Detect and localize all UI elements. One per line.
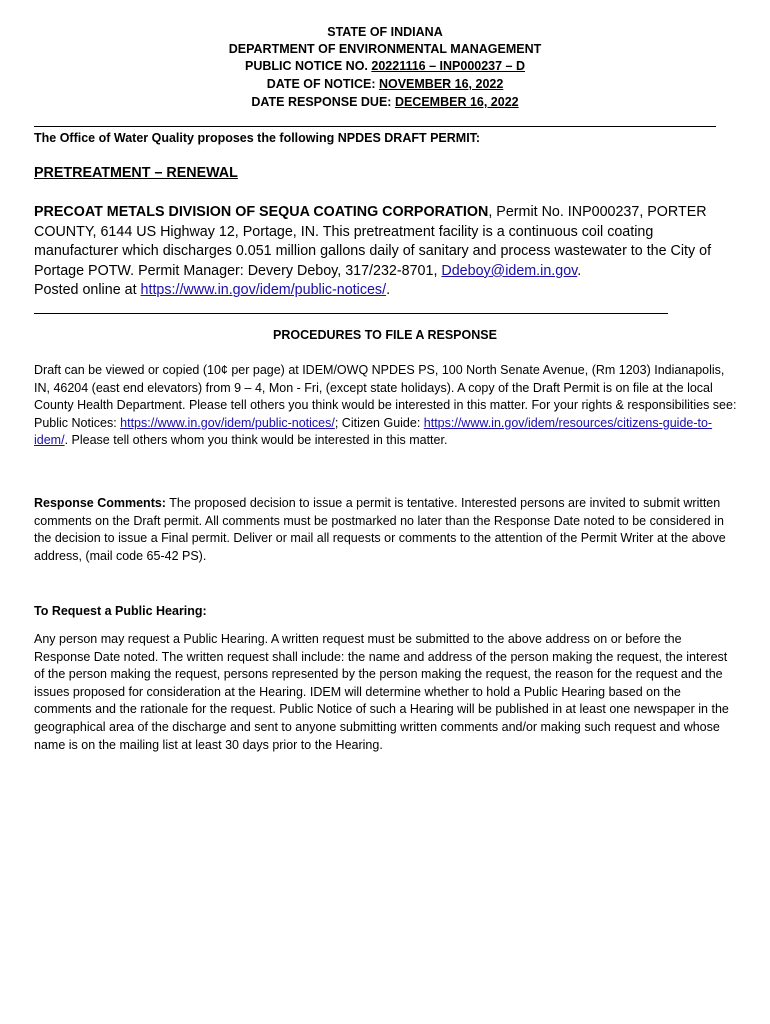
date-due-value: DECEMBER 16, 2022 (394, 95, 519, 109)
permit-paragraph (34, 203, 740, 301)
date-due-label: DATE RESPONSE DUE: (251, 95, 395, 109)
notice-number-label: PUBLIC NOTICE NO. (244, 59, 372, 73)
permit-manager-email-link[interactable]: Ddeboy@idem.in.gov (441, 262, 578, 279)
posted-online-period: . (386, 282, 391, 299)
procedures-text-2: ; Citizen Guide: (334, 415, 424, 430)
header-notice-number (0, 58, 770, 75)
response-comments-text: The proposed decision to issue a permit is tentative. Interested persons are invited to submit written comments on the Draft permit. All comments must be postmarked no later than the Response Date noted to be considered in the decision to issue a Final permit. Deliver or mail all requests or comments to the attention of the Permit Writer at the above address, (mail code 65-42 PS). (34, 496, 726, 563)
response-comments-paragraph (34, 495, 738, 565)
header-date-due (0, 94, 770, 111)
intro-text: The Office of Water Quality proposes the following NPDES DRAFT PERMIT: (34, 131, 481, 145)
header-date-of-notice (0, 76, 770, 93)
posted-online-label: Posted online at (34, 282, 141, 299)
notice-number-value: 20221116 – INP000237 – D (371, 59, 525, 73)
hearing-title: To Request a Public Hearing: (34, 604, 207, 618)
permit-email-period: . (577, 262, 582, 279)
citizens-guide-link[interactable]: https://www.in.gov/idem/resources/citizens-guide-to-idem/ (34, 415, 713, 448)
company-name: PRECOAT METALS DIVISION OF SEQUA COATING CORPORATION (34, 204, 489, 220)
date-of-notice-value: NOVEMBER 16, 2022 (378, 77, 504, 91)
permit-divider (34, 313, 668, 314)
date-of-notice-label: DATE OF NOTICE: (266, 77, 379, 91)
header-state: STATE OF INDIANA (327, 25, 443, 39)
header-divider (34, 126, 716, 127)
procedures-text-3: . Please tell others whom you think would be interested in this matter. (64, 433, 448, 448)
public-notices-link[interactable]: https://www.in.gov/idem/public-notices/ (120, 415, 335, 430)
posted-online-link[interactable]: https://www.in.gov/idem/public-notices/ (140, 282, 387, 299)
procedures-text-1: Draft can be viewed or copied (10¢ per page) at IDEM/OWQ NPDES PS, 100 North Senate Avenue, (Rm 1203) Indianapolis, IN, 46204 (east end elevators) from 9 – 4, Mon - Fri, (except state holidays). A copy of the Draft Permit is on file at the local County Health Department. Please tell others you think would be interested in this matter. For your rights & responsibilities see: Public Notices: (34, 363, 737, 430)
section-title: PRETREATMENT – RENEWAL (34, 165, 238, 181)
permit-body: , Permit No. INP000237, PORTER COUNTY, 6144 US Highway 12, Portage, IN. This pretreatment facility is a continuous coil coating manufacturer which discharges 0.051 million gallons daily of sanitary and process wastewater to the City of Portage POTW. Permit Manager: Devery Deboy, 317/232-8701, (34, 204, 712, 279)
procedures-paragraph (34, 362, 738, 450)
procedures-title: PROCEDURES TO FILE A RESPONSE (273, 328, 497, 342)
hearing-paragraph: Any person may request a Public Hearing. A written request must be submitted to the above address on or before the Response Date noted. The written request shall include: the name and address of the person making the request, the interest of the person making the request, persons represented by the person making the request, the reason for the request and the issues proposed for consideration at the Hearing. IDEM will determine whether to hold a Public Hearing based on the comments and the rationale for the request. Public Notice of such a Hearing will be published in at least one newspaper in the geographical area of the discharge and sent to anyone submitting written comments and/or making such request and whose name is on the mailing list at least 30 days prior to the Hearing. (34, 632, 729, 752)
header-department: DEPARTMENT OF ENVIRONMENTAL MANAGEMENT (228, 42, 542, 56)
response-comments-label: Response Comments: (34, 496, 166, 510)
